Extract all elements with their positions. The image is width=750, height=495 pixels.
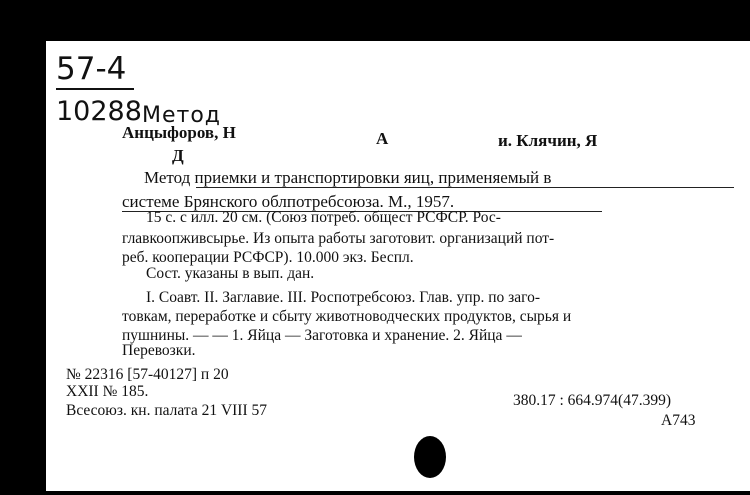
author-surname: Анцыфоров, Н	[122, 123, 236, 142]
handwritten-shelf-mark: 57-4	[56, 51, 127, 87]
tracings-line: I. Соавт. II. Заглавие. III. Роспотребсоюз. Глав. упр. по заго-	[146, 289, 541, 306]
handwritten-word: Метод	[142, 103, 222, 128]
tracings-line: Перевозки.	[122, 342, 196, 359]
author-initial-a: А	[376, 129, 389, 148]
title-line: Метод приемки и транспортировки яиц, применяемый в	[144, 168, 552, 187]
registry-line: Всесоюз. кн. палата 21 VIII 57	[66, 402, 268, 419]
description-line: главкоопживсырье. Из опыта работы заготовит. организаций пот-	[122, 230, 555, 247]
shelf-mark-underline	[56, 88, 134, 90]
description-line: реб. кооперации РСФСР). 10.000 экз. Беспл.	[122, 249, 414, 266]
registry-line: № 22316 [57-40127] п 20	[66, 366, 229, 383]
author-initial-d: Д	[172, 146, 184, 165]
tracings-line: пушнины. — — 1. Яйца — Заготовка и хранение. 2. Яйца —	[122, 327, 522, 344]
description-line: Сост. указаны в вып. дан.	[146, 265, 315, 282]
coauthor: и. Клячин, Я	[498, 131, 598, 150]
handwritten-inventory-number: 10288	[56, 96, 142, 127]
punch-hole	[414, 436, 446, 478]
description-line: 15 с. с илл. 20 см. (Союз потреб. общест РСФСР. Рос-	[146, 209, 501, 226]
title-underline	[196, 187, 734, 188]
card-code: А743	[661, 412, 696, 429]
title-line: системе Брянского облпотребсоюза. М., 1957.	[122, 192, 455, 211]
registry-line: XXII № 185.	[66, 383, 149, 400]
classification-number: 380.17 : 664.974(47.399)	[513, 392, 672, 409]
tracings-line: товкам, переработке и сбыту животноводческих продуктов, сырья и	[122, 308, 572, 325]
catalog-card	[46, 41, 750, 491]
